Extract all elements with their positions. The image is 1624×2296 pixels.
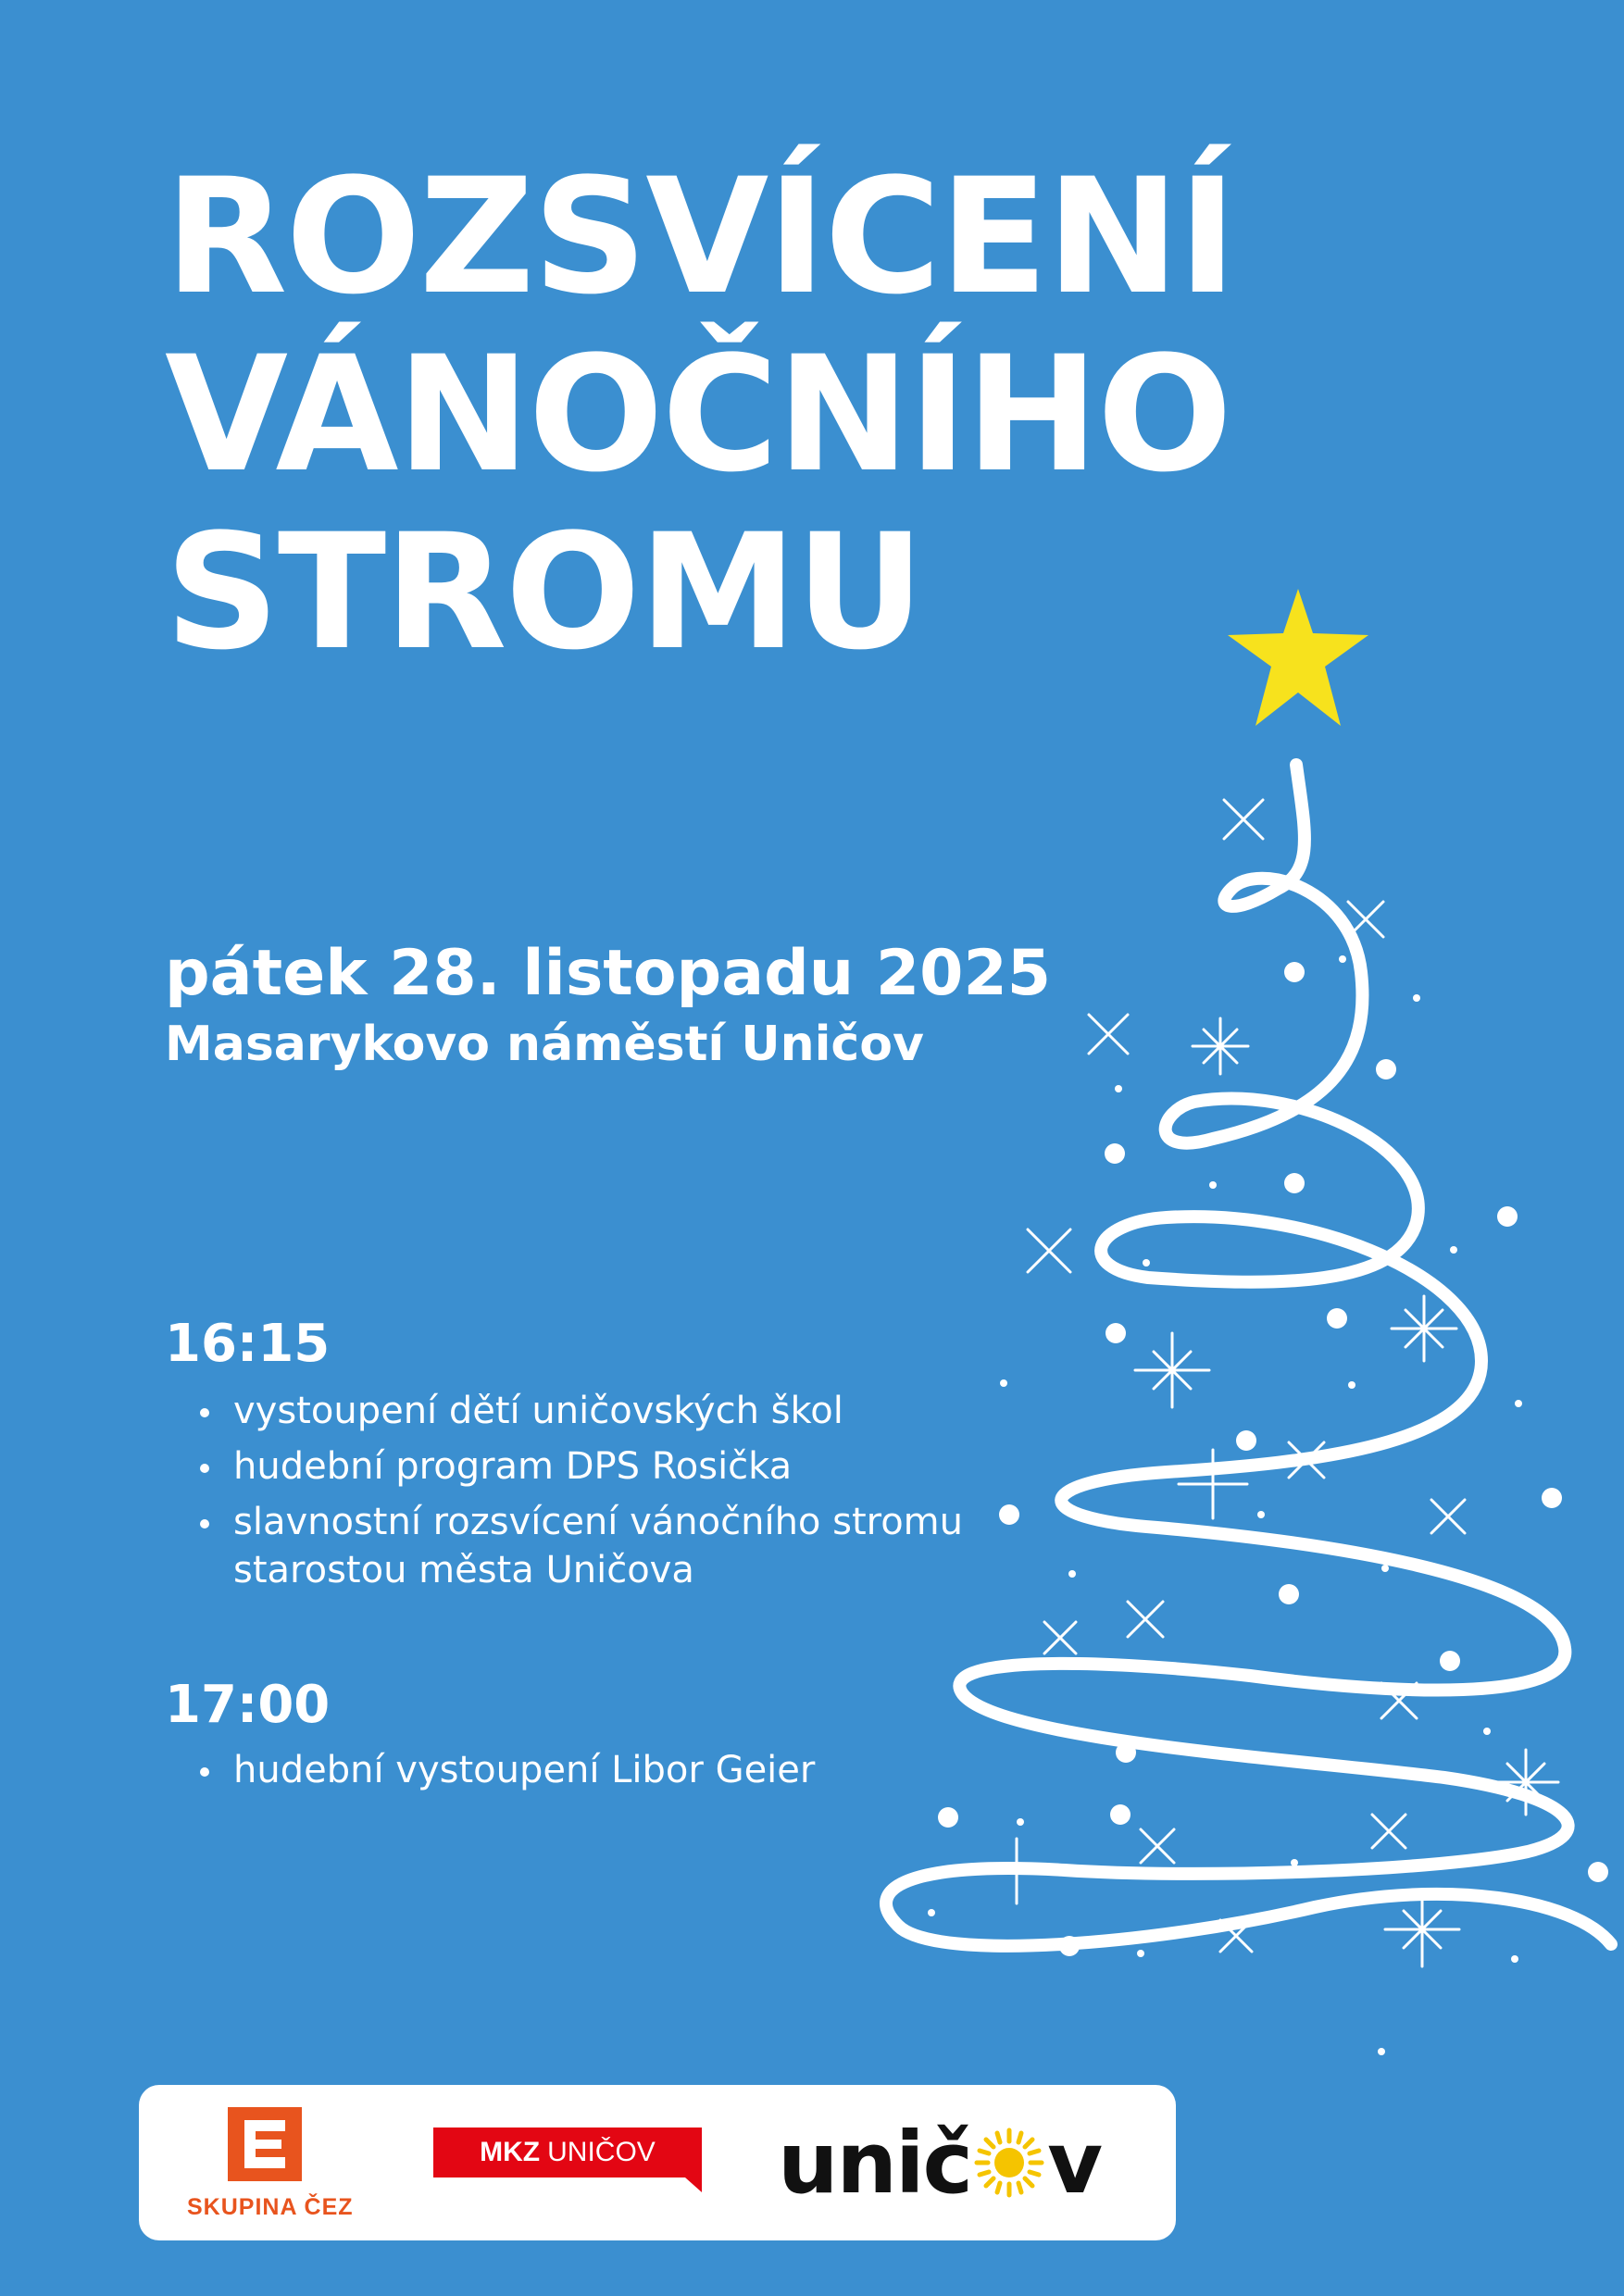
mkz-logo-bold: MKZ bbox=[480, 2137, 541, 2167]
program-time-2: 17:00 bbox=[165, 1675, 331, 1735]
unicov-logo bbox=[778, 2113, 1102, 2213]
sun-icon bbox=[973, 2127, 1045, 2199]
cez-logo-text: SKUPINA ČEZ bbox=[187, 2194, 354, 2220]
unicov-logo-text-end: v bbox=[1047, 2113, 1102, 2213]
program-item: vystoupení dětí uničovských škol bbox=[194, 1387, 1048, 1435]
event-place: Masarykovo náměstí Uničov bbox=[165, 1017, 924, 1072]
unicov-logo-text-c: č bbox=[922, 2113, 972, 2213]
mkz-logo-text: UNIČOV bbox=[547, 2137, 656, 2167]
mkz-unicov-logo bbox=[433, 2128, 702, 2177]
star-icon bbox=[1228, 589, 1368, 726]
title-line-3: STROMU bbox=[165, 499, 923, 685]
cez-logo-icon bbox=[228, 2107, 302, 2181]
title-line-2: VÁNOČNÍHO bbox=[165, 321, 1231, 507]
program-time-1: 16:15 bbox=[165, 1314, 331, 1374]
program-item: hudební program DPS Rosička bbox=[194, 1442, 1048, 1491]
title-line-1: ROZSVÍCENÍ bbox=[165, 144, 1236, 330]
sponsor-logo-bar bbox=[139, 2085, 1176, 2240]
program-item: hudební vystoupení Libor Geier bbox=[194, 1746, 815, 1794]
unicov-logo-text-start: uni bbox=[778, 2113, 923, 2213]
program-item: slavnostní rozsvícení vánočního stromu starostou města Uničova bbox=[194, 1498, 1048, 1594]
event-date: pátek 28. listopadu 2025 bbox=[165, 937, 1052, 1010]
